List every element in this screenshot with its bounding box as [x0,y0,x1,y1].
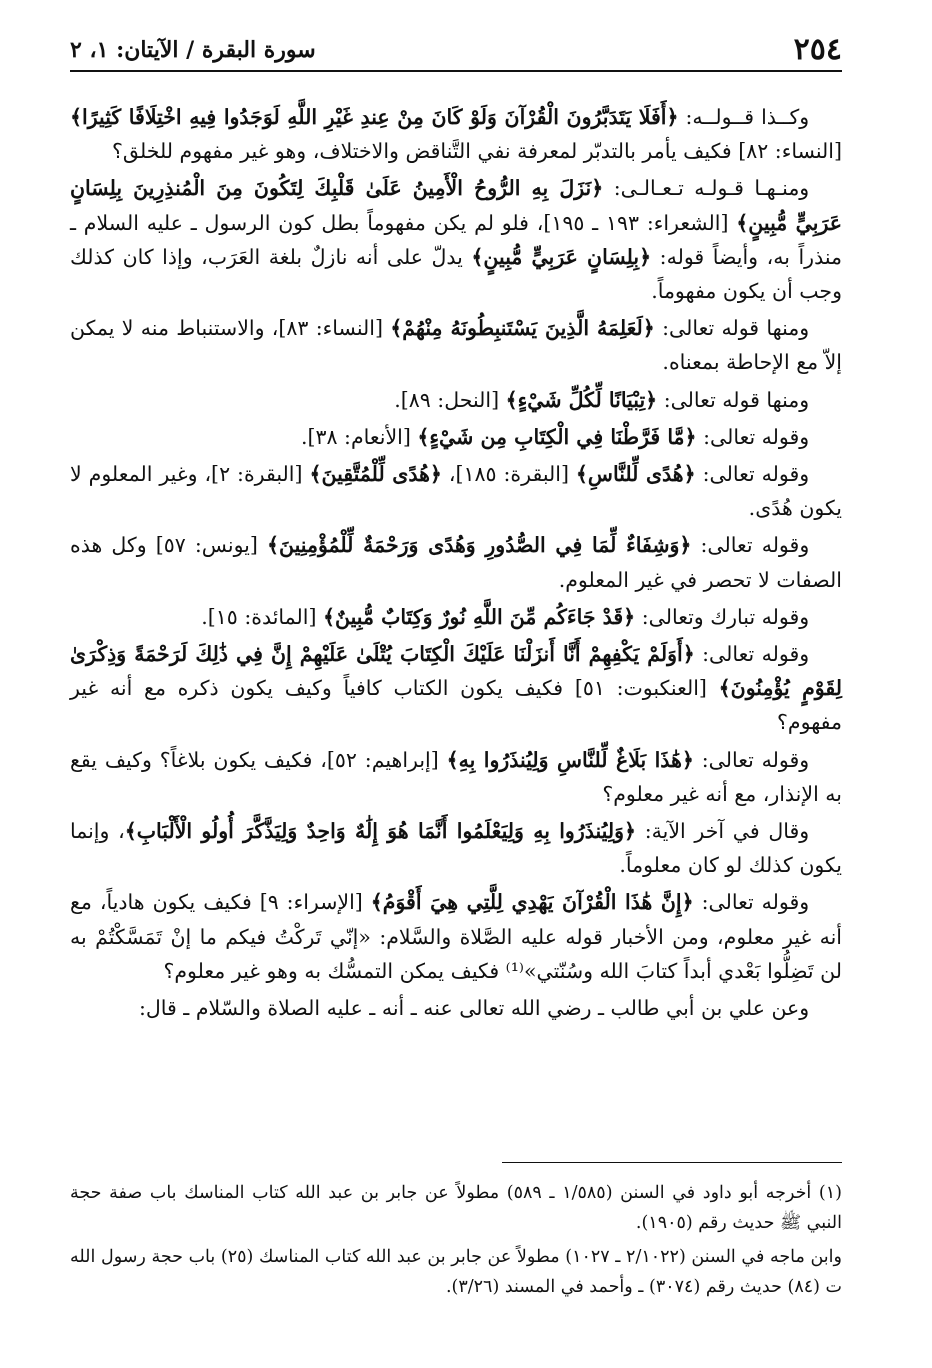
paragraph: وقوله تعالى: ﴿مَّا فَرَّطْنَا فِي الْكِتَابِ مِن شَيْءٍ﴾ [الأنعام: ٣٨]. [300,424,810,449]
footnote-separator [502,1162,842,1163]
footnotes [70,1178,842,1306]
quran-verse: ﴿إِنَّ هَٰذَا الْقُرْآنَ يَهْدِي لِلَّتِي هِيَ أَقْوَمُ﴾ [370,890,694,915]
quran-verse: ﴿قَدْ جَاءَكُم مِّنَ اللَّهِ نُورٌ وَكِتَابٌ مُّبِينٌ﴾ [322,604,636,629]
paragraph: ومنها قوله تعالى: ﴿لَعَلِمَهُ الَّذِينَ يَسْتَنبِطُونَهُ مِنْهُمْ﴾ [النساء: ٨٣]، والاستنباط منه لا يمكن إلاّ مع الإحاطة بمعناه. [70,316,842,375]
paragraph: وعن علي بن أبي طالب ـ رضي الله تعالى عنه ـ أنه ـ عليه الصلاة والسّلام ـ قال: [138,996,810,1021]
paragraph: وقوله تعالى: ﴿هَٰذَا بَلَاغٌ لِّلنَّاسِ وَلِيُنذَرُوا بِهِ﴾ [إبراهيم: ٥٢]، فكيف يكون بلاغاً؟ وكيف يقع به الإنذار، مع أنه غير معلوم؟ [70,747,842,806]
paragraph: ومنها قوله تعالى: ﴿تِبْيَانًا لِّكُلِّ شَيْءٍ﴾ [النحل: ٨٩]. [394,387,810,412]
footnote: وابن ماجه في السنن (٢/١٠٢٢ ـ ١٠٢٧) مطولاً عن جابر بن عبد الله كتاب المناسك (٢٥) باب حجة رسول الله ت (٨٤) حديث رقم (٣٠٧٤) ـ وأحمد في المسند (٣/٢٦). [70,1247,842,1297]
quran-verse: ﴿هُدًى لِّلْمُتَّقِينَ﴾ [309,462,442,487]
running-title: سورة البقرة / الآيتان: ١، ٢ [70,37,316,63]
quran-verse: ﴿هَٰذَا بَلَاغٌ لِّلنَّاسِ وَلِيُنذَرُوا بِهِ﴾ [446,747,694,772]
paragraph: وقوله تبارك وتعالى: ﴿قَدْ جَاءَكُم مِّنَ اللَّهِ نُورٌ وَكِتَابٌ مُّبِينٌ﴾ [المائدة: ١٥]. [201,604,810,629]
quran-verse: ﴿بِلِسَانٍ عَرَبِيٍّ مُّبِينٍ﴾ [471,244,652,269]
paragraph: وقوله تعالى: ﴿أَوَلَمْ يَكْفِهِمْ أَنَّا أَنزَلْنَا عَلَيْكَ الْكِتَابَ يُتْلَىٰ عَلَيْهِمْ إِنَّ فِي ذَٰلِكَ لَرَحْمَةً وَذِكْرَىٰ لِقَوْمٍ يُؤْمِنُونَ﴾ [العنكبوت: ٥١] فكيف يكون الكتاب كافياً وكيف يكون ذكره مع أنه غير مفهوم؟ [70,642,842,735]
quran-verse: ﴿نَزَلَ بِهِ الرُّوحُ الْأَمِينُ عَلَىٰ قَلْبِكَ لِتَكُونَ مِنَ الْمُنذِرِينَ بِلِسَانٍ عَرَبِيٍّ مُّبِينٍ﴾ [70,176,842,235]
paragraph: وقوله تعالى: ﴿وَشِفَاءٌ لِّمَا فِي الصُّدُورِ وَهُدًى وَرَحْمَةٌ لِّلْمُؤْمِنِينَ﴾ [يونس: ٥٧] وكل هذه الصفات لا تحصر في غير المعلوم. [70,533,842,592]
quran-verse: ﴿وَلِيُنذَرُوا بِهِ وَلِيَعْلَمُوا أَنَّمَا هُوَ إِلَٰهٌ وَاحِدٌ وَلِيَذَّكَّرَ أُولُو الْأَلْبَابِ﴾ [124,819,637,844]
paragraph: وقوله تعالى: ﴿هُدًى لِّلنَّاسِ﴾ [البقرة: ١٨٥]، ﴿هُدًى لِّلْمُتَّقِينَ﴾ [البقرة: ٢]، وغير المعلوم لا يكون هُدًى. [70,462,842,521]
paragraph: وقوله تعالى: ﴿إِنَّ هَٰذَا الْقُرْآنَ يَهْدِي لِلَّتِي هِيَ أَقْوَمُ﴾ [الإسراء: ٩] فكيف يكون هادياً، مع أنه غير معلوم، ومن الأخبار قوله عليه الصَّلاة والسَّلام: «إنّي تَركْتُ فيكم ما إنْ تَمَسَّكْتُمْ به لن تَضِلُّوا بَعْدي أبداً كتابَ الله وسُنّتي»⁽¹⁾ فكيف يمكن التمسُّك به وهو غير معلوم؟ [70,890,842,983]
quran-verse: ﴿تِبْيَانًا لِّكُلِّ شَيْءٍ﴾ [505,387,658,412]
paragraph: وكــذا قــولــه: ﴿أَفَلَا يَتَدَبَّرُونَ الْقُرْآنَ وَلَوْ كَانَ مِنْ عِندِ غَيْرِ اللَّهِ لَوَجَدُوا فِيهِ اخْتِلَافًا كَثِيرًا﴾ [النساء: ٨٢] فكيف يأمر بالتدبّر لمعرفة نفي التَّناقض والاختلاف، وهو غير مفهوم للخلق؟ [70,105,842,164]
paragraph: وقال في آخر الآية: ﴿وَلِيُنذَرُوا بِهِ وَلِيَعْلَمُوا أَنَّمَا هُوَ إِلَٰهٌ وَاحِدٌ وَلِيَذَّكَّرَ أُولُو الْأَلْبَابِ﴾، وإنما يكون كذلك لو كان معلوماً. [70,819,842,878]
quran-verse: ﴿أَوَلَمْ يَكْفِهِمْ أَنَّا أَنزَلْنَا عَلَيْكَ الْكِتَابَ يُتْلَىٰ عَلَيْهِمْ إِنَّ فِي ذَٰلِكَ لَرَحْمَةً وَذِكْرَىٰ لِقَوْمٍ يُؤْمِنُونَ﴾ [70,642,842,701]
quran-verse: ﴿هُدًى لِّلنَّاسِ﴾ [575,462,696,487]
page-number: ٢٥٤ [793,32,842,67]
quran-verse: ﴿مَّا فَرَّطْنَا فِي الْكِتَابِ مِن شَيْءٍ﴾ [417,424,697,449]
paragraph: ومنـهـا قـولـه تـعـالـى: ﴿نَزَلَ بِهِ الرُّوحُ الْأَمِينُ عَلَىٰ قَلْبِكَ لِتَكُونَ مِنَ الْمُنذِرِينَ بِلِسَانٍ عَرَبِيٍّ مُّبِينٍ﴾ [الشعراء: ١٩٣ ـ ١٩٥]، فلو لم يكن مفهوماً بطل كون الرسول ـ عليه السلام ـ منذراً به، وأيضاً قوله: ﴿بِلِسَانٍ عَرَبِيٍّ مُّبِينٍ﴾ يدلّ على أنه نازلٌ بلغة العَرَب، وإذا كان كذلك وجب أن يكون مفهوماً. [70,176,842,304]
quran-verse: ﴿أَفَلَا يَتَدَبَّرُونَ الْقُرْآنَ وَلَوْ كَانَ مِنْ عِندِ غَيْرِ اللَّهِ لَوَجَدُوا فِيهِ اخْتِلَافًا كَثِيرًا﴾ [70,105,679,129]
body-text [70,100,842,1028]
quran-verse: ﴿لَعَلِمَهُ الَّذِينَ يَسْتَنبِطُونَهُ مِنْهُمْ﴾ [390,316,655,341]
footnote: (١) أخرجه أبو داود في السنن (١/٥٨٥ ـ ٥٨٩) مطولاً عن جابر بن عبد الله كتاب المناسك باب صفة حجة النبي ﷺ حديث رقم (١٩٠٥). [70,1183,842,1233]
quran-verse: ﴿وَشِفَاءٌ لِّمَا فِي الصُّدُورِ وَهُدًى وَرَحْمَةٌ لِّلْمُؤْمِنِينَ﴾ [266,533,692,558]
page-header [70,30,842,72]
